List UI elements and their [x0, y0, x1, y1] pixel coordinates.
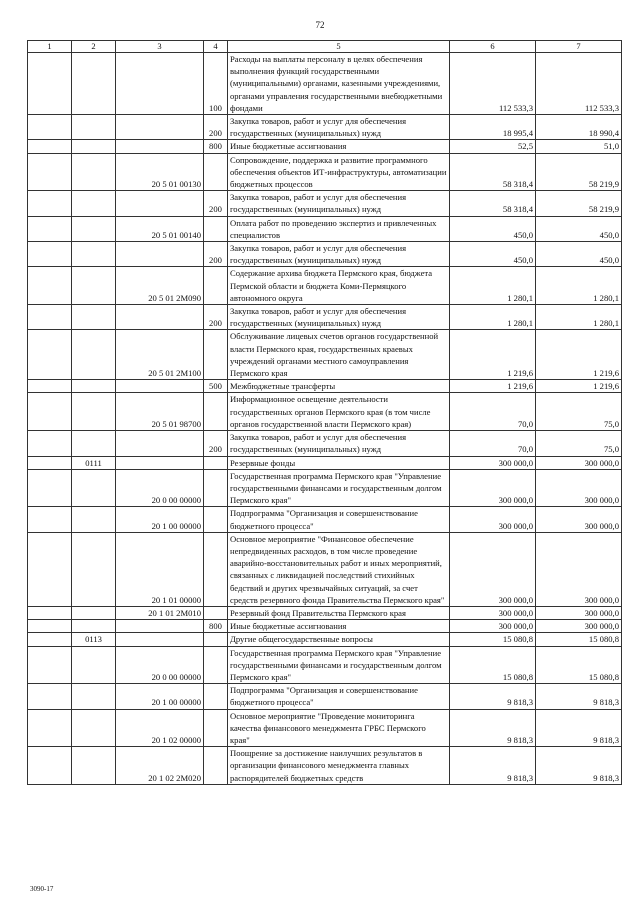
- description-cell: Иные бюджетные ассигнования: [228, 140, 450, 153]
- section-code-cell: [28, 191, 72, 216]
- section-code-cell: [28, 684, 72, 709]
- table-row: [28, 140, 622, 153]
- description-cell: Закупка товаров, работ и услуг для обеспечения государственных (муниципальных) нужд: [228, 305, 450, 330]
- target-article-cell: 20 1 00 00000: [116, 507, 204, 532]
- table-row: [28, 456, 622, 469]
- section-code-cell: [28, 140, 72, 153]
- description-cell: Сопровождение, поддержка и развитие программного обеспечения объектов ИТ-инфраструктуры, автоматизации бюджетных процессов: [228, 153, 450, 191]
- section-code-cell: [28, 469, 72, 507]
- target-article-cell: 20 1 02 2М020: [116, 747, 204, 785]
- subsection-code-cell: [72, 191, 116, 216]
- table-row: [28, 191, 622, 216]
- subsection-code-cell: 0113: [72, 633, 116, 646]
- description-cell: Поощрение за достижение наилучших результатов в организации финансового менеджмента главных распорядителей бюджетных средств: [228, 747, 450, 785]
- expense-type-cell: 100: [204, 53, 228, 115]
- amount-year1-cell: 70,0: [450, 431, 536, 456]
- section-code-cell: [28, 393, 72, 431]
- description-cell: Основное мероприятие "Проведение мониторинга качества финансового менеджмента ГРБС Пермского края": [228, 709, 450, 747]
- section-code-cell: [28, 330, 72, 380]
- subsection-code-cell: [72, 53, 116, 115]
- expense-type-cell: 800: [204, 140, 228, 153]
- subsection-code-cell: [72, 140, 116, 153]
- expense-type-cell: [204, 709, 228, 747]
- subsection-code-cell: 0111: [72, 456, 116, 469]
- section-code-cell: [28, 216, 72, 241]
- amount-year2-cell: 112 533,3: [536, 53, 622, 115]
- expense-type-cell: [204, 507, 228, 532]
- amount-year1-cell: 1 219,6: [450, 380, 536, 393]
- expense-type-cell: 200: [204, 115, 228, 140]
- description-cell: Содержание архива бюджета Пермского края, бюджета Пермской области и бюджета Коми-Пермяцкого автономного округа: [228, 267, 450, 305]
- amount-year2-cell: 51,0: [536, 140, 622, 153]
- section-code-cell: [28, 532, 72, 606]
- description-cell: Резервный фонд Правительства Пермского края: [228, 606, 450, 619]
- subsection-code-cell: [72, 469, 116, 507]
- target-article-cell: 20 0 00 00000: [116, 646, 204, 684]
- amount-year1-cell: 450,0: [450, 242, 536, 267]
- expense-type-cell: [204, 456, 228, 469]
- table-row: [28, 431, 622, 456]
- expense-type-cell: [204, 393, 228, 431]
- amount-year2-cell: 75,0: [536, 431, 622, 456]
- page-number: 72: [315, 20, 325, 30]
- amount-year1-cell: 9 818,3: [450, 684, 536, 709]
- budget-table: [27, 40, 622, 785]
- table-row: [28, 620, 622, 633]
- column-header: 3: [116, 41, 204, 53]
- table-row: [28, 393, 622, 431]
- subsection-code-cell: [72, 684, 116, 709]
- amount-year1-cell: 18 995,4: [450, 115, 536, 140]
- column-header: 2: [72, 41, 116, 53]
- target-article-cell: 20 1 01 00000: [116, 532, 204, 606]
- target-article-cell: 20 0 00 00000: [116, 469, 204, 507]
- target-article-cell: 20 5 01 00140: [116, 216, 204, 241]
- target-article-cell: 20 5 01 2М100: [116, 330, 204, 380]
- description-cell: Расходы на выплаты персоналу в целях обеспечения выполнения функций государственными (муниципальными) органами, казенными учреждениями, органами управления государственными внебюджетными фондами: [228, 53, 450, 115]
- subsection-code-cell: [72, 709, 116, 747]
- amount-year1-cell: 70,0: [450, 393, 536, 431]
- amount-year2-cell: 1 280,1: [536, 305, 622, 330]
- amount-year2-cell: 450,0: [536, 216, 622, 241]
- amount-year2-cell: 15 080,8: [536, 646, 622, 684]
- table-row: [28, 633, 622, 646]
- amount-year2-cell: 75,0: [536, 393, 622, 431]
- target-article-cell: 20 1 01 2М010: [116, 606, 204, 619]
- target-article-cell: 20 1 02 00000: [116, 709, 204, 747]
- amount-year2-cell: 300 000,0: [536, 620, 622, 633]
- subsection-code-cell: [72, 747, 116, 785]
- target-article-cell: [116, 431, 204, 456]
- target-article-cell: 20 5 01 00130: [116, 153, 204, 191]
- section-code-cell: [28, 507, 72, 532]
- amount-year1-cell: 58 318,4: [450, 153, 536, 191]
- subsection-code-cell: [72, 646, 116, 684]
- amount-year2-cell: 300 000,0: [536, 532, 622, 606]
- section-code-cell: [28, 620, 72, 633]
- description-cell: Подпрограмма "Организация и совершенствование бюджетного процесса": [228, 507, 450, 532]
- amount-year1-cell: 9 818,3: [450, 747, 536, 785]
- section-code-cell: [28, 267, 72, 305]
- section-code-cell: [28, 153, 72, 191]
- table-header-row: [28, 41, 622, 53]
- expense-type-cell: [204, 646, 228, 684]
- subsection-code-cell: [72, 216, 116, 241]
- table-row: [28, 606, 622, 619]
- section-code-cell: [28, 305, 72, 330]
- target-article-cell: [116, 620, 204, 633]
- subsection-code-cell: [72, 330, 116, 380]
- subsection-code-cell: [72, 153, 116, 191]
- expense-type-cell: [204, 606, 228, 619]
- target-article-cell: [116, 53, 204, 115]
- amount-year1-cell: 1 219,6: [450, 330, 536, 380]
- description-cell: Иные бюджетные ассигнования: [228, 620, 450, 633]
- target-article-cell: [116, 140, 204, 153]
- amount-year1-cell: 300 000,0: [450, 620, 536, 633]
- expense-type-cell: [204, 469, 228, 507]
- expense-type-cell: 800: [204, 620, 228, 633]
- amount-year1-cell: 300 000,0: [450, 606, 536, 619]
- expense-type-cell: 200: [204, 242, 228, 267]
- column-header: 4: [204, 41, 228, 53]
- amount-year2-cell: 300 000,0: [536, 606, 622, 619]
- amount-year2-cell: 300 000,0: [536, 507, 622, 532]
- table-row: [28, 380, 622, 393]
- table-row: [28, 216, 622, 241]
- amount-year1-cell: 112 533,3: [450, 53, 536, 115]
- amount-year1-cell: 58 318,4: [450, 191, 536, 216]
- description-cell: Информационное освещение деятельности государственных органов Пермского края (в том числе органов государственной власти Пермского края): [228, 393, 450, 431]
- expense-type-cell: [204, 532, 228, 606]
- description-cell: Закупка товаров, работ и услуг для обеспечения государственных (муниципальных) нужд: [228, 431, 450, 456]
- amount-year1-cell: 1 280,1: [450, 267, 536, 305]
- description-cell: Подпрограмма "Организация и совершенствование бюджетного процесса": [228, 684, 450, 709]
- section-code-cell: [28, 709, 72, 747]
- target-article-cell: [116, 305, 204, 330]
- description-cell: Резервные фонды: [228, 456, 450, 469]
- table-row: [28, 684, 622, 709]
- amount-year1-cell: 9 818,3: [450, 709, 536, 747]
- amount-year1-cell: 15 080,8: [450, 646, 536, 684]
- amount-year2-cell: 1 219,6: [536, 330, 622, 380]
- expense-type-cell: 200: [204, 191, 228, 216]
- amount-year1-cell: 450,0: [450, 216, 536, 241]
- subsection-code-cell: [72, 431, 116, 456]
- amount-year2-cell: 450,0: [536, 242, 622, 267]
- section-code-cell: [28, 242, 72, 267]
- table-row: [28, 267, 622, 305]
- amount-year2-cell: 18 990,4: [536, 115, 622, 140]
- description-cell: Обслуживание лицевых счетов органов государственной власти Пермского края, государственных краевых учреждений органами местного самоуправления Пермского края: [228, 330, 450, 380]
- amount-year2-cell: 1 219,6: [536, 380, 622, 393]
- section-code-cell: [28, 606, 72, 619]
- section-code-cell: [28, 633, 72, 646]
- subsection-code-cell: [72, 606, 116, 619]
- document-code: 3090-17: [30, 885, 54, 893]
- expense-type-cell: [204, 747, 228, 785]
- expense-type-cell: [204, 633, 228, 646]
- amount-year2-cell: 15 080,8: [536, 633, 622, 646]
- amount-year2-cell: 9 818,3: [536, 684, 622, 709]
- amount-year1-cell: 300 000,0: [450, 469, 536, 507]
- section-code-cell: [28, 115, 72, 140]
- amount-year2-cell: 9 818,3: [536, 709, 622, 747]
- amount-year1-cell: 1 280,1: [450, 305, 536, 330]
- target-article-cell: [116, 633, 204, 646]
- description-cell: Закупка товаров, работ и услуг для обеспечения государственных (муниципальных) нужд: [228, 115, 450, 140]
- amount-year2-cell: 1 280,1: [536, 267, 622, 305]
- subsection-code-cell: [72, 393, 116, 431]
- expense-type-cell: [204, 330, 228, 380]
- amount-year1-cell: 52,5: [450, 140, 536, 153]
- expense-type-cell: [204, 216, 228, 241]
- table-row: [28, 242, 622, 267]
- section-code-cell: [28, 431, 72, 456]
- column-header: 5: [228, 41, 450, 53]
- table-row: [28, 153, 622, 191]
- amount-year1-cell: 300 000,0: [450, 532, 536, 606]
- table-row: [28, 709, 622, 747]
- description-cell: Государственная программа Пермского края "Управление государственными финансами и государственным долгом Пермского края": [228, 646, 450, 684]
- description-cell: Основное мероприятие "Финансовое обеспечение непредвиденных расходов, в том числе проведение аварийно-восстановительных работ и иных мероприятий, связанных с ликвидацией последствий стихийных бедствий и других чрезвычайных ситуаций, за счет средств резервного фонда Правительства Пермского края": [228, 532, 450, 606]
- subsection-code-cell: [72, 305, 116, 330]
- amount-year1-cell: 300 000,0: [450, 507, 536, 532]
- table-row: [28, 747, 622, 785]
- expense-type-cell: 200: [204, 431, 228, 456]
- subsection-code-cell: [72, 267, 116, 305]
- column-header: 6: [450, 41, 536, 53]
- table-row: [28, 330, 622, 380]
- subsection-code-cell: [72, 115, 116, 140]
- table-row: [28, 469, 622, 507]
- column-header: 7: [536, 41, 622, 53]
- subsection-code-cell: [72, 380, 116, 393]
- table-row: [28, 646, 622, 684]
- section-code-cell: [28, 380, 72, 393]
- subsection-code-cell: [72, 507, 116, 532]
- target-article-cell: 20 5 01 2М090: [116, 267, 204, 305]
- subsection-code-cell: [72, 532, 116, 606]
- target-article-cell: [116, 115, 204, 140]
- amount-year1-cell: 300 000,0: [450, 456, 536, 469]
- description-cell: Другие общегосударственные вопросы: [228, 633, 450, 646]
- amount-year2-cell: 58 219,9: [536, 153, 622, 191]
- table-row: [28, 507, 622, 532]
- section-code-cell: [28, 646, 72, 684]
- table-row: [28, 115, 622, 140]
- table-row: [28, 305, 622, 330]
- expense-type-cell: [204, 267, 228, 305]
- description-cell: Оплата работ по проведению экспертиз и привлеченных специалистов: [228, 216, 450, 241]
- target-article-cell: 20 1 00 00000: [116, 684, 204, 709]
- amount-year2-cell: 58 219,9: [536, 191, 622, 216]
- expense-type-cell: [204, 153, 228, 191]
- target-article-cell: 20 5 01 98700: [116, 393, 204, 431]
- table-row: [28, 532, 622, 606]
- amount-year2-cell: 300 000,0: [536, 456, 622, 469]
- target-article-cell: [116, 456, 204, 469]
- section-code-cell: [28, 53, 72, 115]
- section-code-cell: [28, 456, 72, 469]
- amount-year1-cell: 15 080,8: [450, 633, 536, 646]
- column-header: 1: [28, 41, 72, 53]
- table-row: [28, 53, 622, 115]
- subsection-code-cell: [72, 620, 116, 633]
- description-cell: Межбюджетные трансферты: [228, 380, 450, 393]
- expense-type-cell: 500: [204, 380, 228, 393]
- expense-type-cell: 200: [204, 305, 228, 330]
- amount-year2-cell: 9 818,3: [536, 747, 622, 785]
- description-cell: Закупка товаров, работ и услуг для обеспечения государственных (муниципальных) нужд: [228, 242, 450, 267]
- target-article-cell: [116, 380, 204, 393]
- section-code-cell: [28, 747, 72, 785]
- subsection-code-cell: [72, 242, 116, 267]
- target-article-cell: [116, 242, 204, 267]
- description-cell: Государственная программа Пермского края "Управление государственными финансами и государственным долгом Пермского края": [228, 469, 450, 507]
- description-cell: Закупка товаров, работ и услуг для обеспечения государственных (муниципальных) нужд: [228, 191, 450, 216]
- amount-year2-cell: 300 000,0: [536, 469, 622, 507]
- target-article-cell: [116, 191, 204, 216]
- expense-type-cell: [204, 684, 228, 709]
